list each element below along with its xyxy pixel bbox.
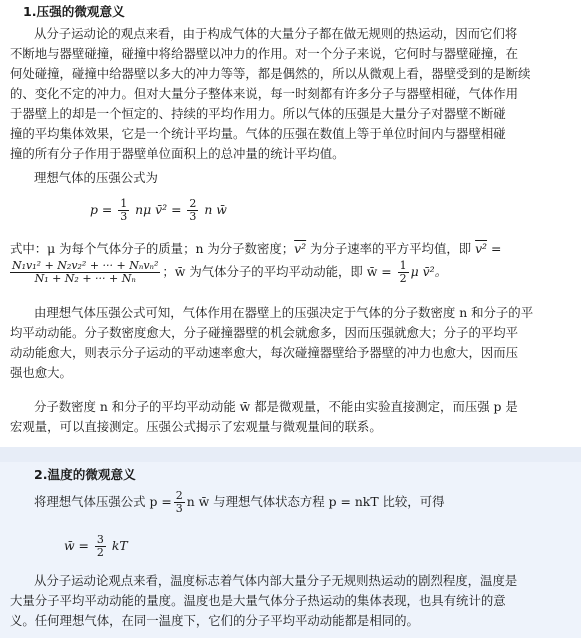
section-temperature xyxy=(0,462,581,638)
fraction: $\frac{2}{3}$ xyxy=(189,197,197,223)
fraction: $\frac{1}{2}$ xyxy=(399,259,407,285)
section-heading: 1.压强的微观意义 xyxy=(23,4,125,19)
paragraph-line: 大量分子平均平动动能的量度。温度也是大量气体分子热运动的集体表现，也具有统计的意 xyxy=(10,593,506,608)
paragraph-line: 均平动动能。分子数密度愈大，分子碰撞器壁的机会就愈多，因而压强就愈大；分子的平均平 xyxy=(10,325,519,340)
paragraph-line: 分子数密度 n 和分子的平均平动动能 w̄ 都是微观量，不能由实验直接测定，而压强 p 是 xyxy=(34,399,518,414)
formula-intro: 理想气体的压强公式为 xyxy=(34,170,158,185)
paragraph-line: 的、变化不定的冲力。但对大量分子整体来说，每一时刻都有许多分子与器壁相碰，气体作用 xyxy=(10,86,519,101)
paragraph-line: 从分子运动论观点来看，温度标志着气体内部大量分子无规则热运动的剧烈程度，温度是 xyxy=(34,573,518,588)
paragraph-line: 动动能愈大，则表示分子运动的平动速率愈大，每次碰撞器壁给予器壁的冲力也愈大，因而压 xyxy=(10,345,519,360)
temperature-formula: w̄ = $\frac{3}{2}$ kT xyxy=(64,533,128,559)
explain-line: 式中：μ 为每个气体分子的质量；n 为分子数密度；v² 为分子速率的平方平均值，即 v² = xyxy=(10,241,502,256)
paragraph-line: 不断地与器壁碰撞，碰撞中将给器壁以冲力的作用。对一个分子来说，它何时与器壁碰撞，在 xyxy=(10,46,519,61)
formula-term: nμ v̄² xyxy=(135,202,168,217)
paragraph-line: 撞的所有分子作用于器壁单位面积上的总冲量的统计平均值。 xyxy=(10,146,345,161)
paragraph-line: 强也愈大。 xyxy=(10,365,72,380)
paragraph-line: 于器壁上的却是一个恒定的、持续的平均作用力。所以气体的压强是大量分子对器壁不断碰 xyxy=(10,106,506,121)
fraction: $\frac{1}{3}$ xyxy=(120,197,128,223)
formula-equals: = xyxy=(171,202,182,217)
pressure-formula xyxy=(90,197,227,223)
section-divider xyxy=(0,447,581,462)
paragraph-line: 撞的平均集体效果，它是一个统计平均量。气体的压强在数值上等于单位时间内与器壁相碰 xyxy=(10,126,506,141)
paragraph-line: 由理想气体压强公式可知，气体作用在器壁上的压强决定于气体的分子数密度 n 和分子的平 xyxy=(34,305,534,320)
formula-lhs: p = xyxy=(90,202,113,217)
fraction: $\frac{\text{N₁v₁² + N₂v₂² + ··· + Nₙvₙ²}}{\text{N₁ + N₂ + ··· + Nₙ}}$ xyxy=(12,259,159,285)
paragraph-line: 宏观量，可以直接测定。压强公式揭示了宏观量与微观量间的联系。 xyxy=(10,419,382,434)
fraction: $\frac{3}{2}$ xyxy=(96,533,104,559)
paragraph-line: 何处碰撞，碰撞中给器壁以多大的冲力等等，都是偶然的，所以从微观上看，器壁受到的是断续 xyxy=(10,66,531,81)
paragraph-line: 义。任何理想气体，在同一温度下，它们的分子平均平动动能都是相同的。 xyxy=(10,613,419,628)
section-heading: 2.温度的微观意义 xyxy=(34,467,136,482)
fraction: $\frac{2}{3}$ xyxy=(175,489,183,515)
formula-term: n w̄ xyxy=(204,202,227,217)
compare-line: 将理想气体压强公式 p = $\frac{2}{3}$ n w̄ 与理想气体状态方程 p = nkT 比较，可得 xyxy=(34,489,445,515)
explain-line: $\frac{\text{N₁v₁² + N₂v₂² + ··· + Nₙvₙ²}}{\text{N₁ + N₂ + ··· + Nₙ}}$ ；w̄ 为气体分子的平均平动动能，即 w̄ = $\frac{1}{2}$ μ v̄²。 xyxy=(12,259,447,285)
paragraph-line: 从分子运动论的观点来看，由于构成气体的大量分子都在做无规则的热运动，因而它们将 xyxy=(34,26,518,41)
